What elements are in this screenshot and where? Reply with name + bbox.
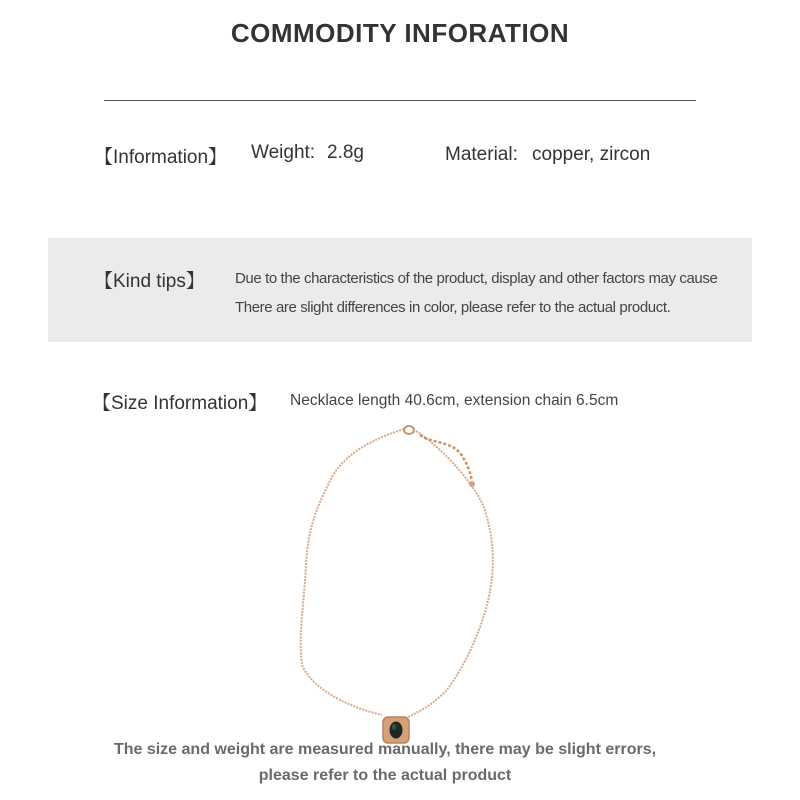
- weight-label: Weight:: [251, 142, 316, 163]
- necklace-chain-left: [301, 429, 404, 715]
- page-title: COMMODITY INFORATION: [230, 18, 570, 48]
- size-information-label: 【Size Information】: [92, 393, 268, 414]
- material-label: Material:: [445, 144, 518, 165]
- kind-tips-line-1: Due to the characteristics of the product, display and other factors may cause: [235, 270, 718, 287]
- footer-note-line-1: The size and weight are measured manually, there may be slight errors,: [113, 741, 657, 758]
- kind-tips-box: [48, 238, 752, 342]
- information-label: 【Information】: [94, 147, 228, 168]
- size-information-value: Necklace length 40.6cm, extension chain 6.5cm: [290, 392, 619, 409]
- zircon-highlight: [392, 724, 396, 730]
- title-divider: [104, 100, 696, 101]
- kind-tips-label: 【Kind tips】: [94, 271, 205, 292]
- kind-tips-line-2: There are slight differences in color, please refer to the actual product.: [235, 299, 671, 316]
- necklace-chain-right: [408, 431, 493, 717]
- necklace-image: [270, 415, 530, 755]
- extension-chain: [420, 435, 472, 481]
- zircon-stone-icon: [390, 722, 403, 739]
- information-row: [94, 142, 734, 172]
- clasp-icon: [404, 426, 414, 434]
- extension-drop-icon: [469, 481, 475, 487]
- material-value: copper, zircon: [532, 144, 651, 165]
- weight-value: 2.8g: [327, 142, 364, 163]
- footer-note-line-2: please refer to the actual product: [258, 767, 512, 784]
